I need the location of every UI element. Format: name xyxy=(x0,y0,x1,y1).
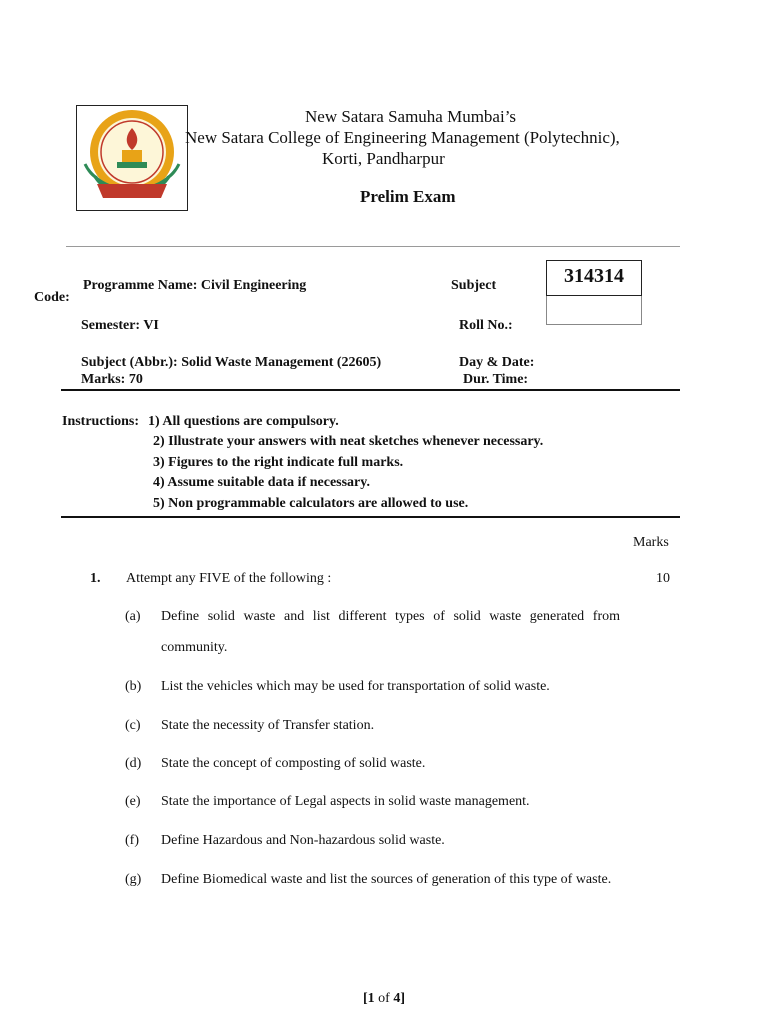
sub-question-letter: (d) xyxy=(125,756,142,771)
institute-group-name: New Satara Samuha Mumbai’s xyxy=(305,107,517,126)
question-prompt: Attempt any FIVE of the following : xyxy=(126,571,332,586)
college-location: Korti, Pandharpur xyxy=(322,149,445,168)
page-of: of xyxy=(378,991,390,1006)
sub-question-text: State the necessity of Transfer station. xyxy=(161,718,375,733)
duration-label: Dur. Time: xyxy=(463,372,529,387)
page-bracket-open: [ xyxy=(362,991,368,1006)
marks-column-header: Marks xyxy=(633,535,669,550)
sub-question-text: Define solid waste and list different types of solid waste generated from community. xyxy=(161,609,620,655)
code-label: Code: xyxy=(34,290,70,305)
sub-question-letter: (g) xyxy=(125,872,142,887)
question-marks: 10 xyxy=(656,571,670,586)
sub-question-text: State the concept of composting of solid waste. xyxy=(161,756,426,771)
sub-question-letter: (e) xyxy=(125,794,141,809)
page-number xyxy=(0,991,768,1007)
sub-question-text: Define Biomedical waste and list the sources of generation of this type of waste. xyxy=(161,872,612,887)
sub-question-letter: (f) xyxy=(125,833,139,848)
sub-question-letter: (c) xyxy=(125,718,141,733)
question-number: 1. xyxy=(90,571,101,586)
sub-question-letter: (b) xyxy=(125,679,142,694)
roll-label: Roll No.: xyxy=(459,318,513,333)
subject-label: Subject xyxy=(451,278,497,293)
details-divider xyxy=(61,389,680,391)
subject-code-box: 314314 xyxy=(546,260,642,296)
current-page: 1 xyxy=(367,991,375,1006)
day-date-label: Day & Date: xyxy=(459,355,535,370)
total-marks: Marks: 70 xyxy=(81,372,143,387)
sub-question-letter: (a) xyxy=(125,609,141,624)
sub-question-text: State the importance of Legal aspects in solid waste management. xyxy=(161,794,530,809)
instruction-item: 4) Assume suitable data if necessary. xyxy=(153,475,370,490)
semester: Semester: VI xyxy=(81,318,159,333)
institute-logo xyxy=(76,105,188,211)
header-divider xyxy=(66,246,680,247)
sub-question-text: Define Hazardous and Non-hazardous solid waste. xyxy=(161,833,445,848)
instruction-item: 1) All questions are compulsory. xyxy=(148,414,339,429)
sub-question-text: List the vehicles which may be used for transportation of solid waste. xyxy=(161,679,550,694)
instruction-item: 2) Illustrate your answers with neat sketches whenever necessary. xyxy=(153,434,544,449)
exam-title: Prelim Exam xyxy=(360,187,456,206)
page-bracket-close: ] xyxy=(400,991,405,1006)
instructions-label: Instructions: xyxy=(62,414,140,429)
instruction-item: 3) Figures to the right indicate full marks. xyxy=(153,455,404,470)
roll-number-box xyxy=(546,296,642,325)
programme-name: Programme Name: Civil Engineering xyxy=(83,278,307,293)
instructions-divider xyxy=(61,516,680,518)
subject-abbr: Subject (Abbr.): Solid Waste Management (22605) xyxy=(81,355,382,370)
total-pages: 4 xyxy=(393,991,401,1006)
institute-seal-logo-icon xyxy=(77,106,187,210)
instruction-item: 5) Non programmable calculators are allowed to use. xyxy=(153,496,469,511)
college-name: New Satara College of Engineering Management (Polytechnic), xyxy=(185,128,620,147)
